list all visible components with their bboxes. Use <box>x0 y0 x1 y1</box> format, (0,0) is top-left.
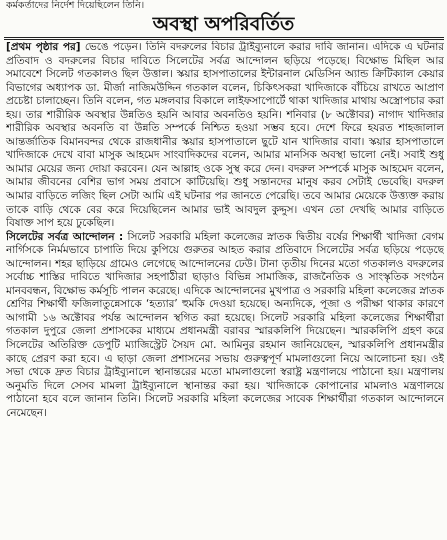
article-paragraph-1 <box>6 41 444 231</box>
article-body <box>6 41 444 538</box>
continued-from-label: [প্রথম পৃষ্ঠার পর] <box>6 41 81 53</box>
previous-column-fragment: কর্মকর্তাদের নির্দেশ দিয়েছিলেন তিনি। <box>6 0 145 11</box>
paragraph-1-text: ভেঙে পড়েন। তিনি বদরুলের বিচার ট্রাইব্যুনালে করার দাবি জানান। এদিকে এ ঘটনার প্রতিবাদ ও বদরুলের বিচার দাবিতে সিলেটের সর্বত্র আন্দোলন ছড়িয়ে পড়েছে। বিক্ষোভ মিছিল আর সমাবেশে সিলেট গতকালও ছিল উত্তাল। স্কয়ার হাসপাতালের ইন্টারনাল মেডিসিন অ্যান্ড ক্রিটিক্যাল কেয়ার বিভাগের অধ্যাপক ডা. মীর্জা নাজিমউদ্দিন গতকাল বলেন, চিকিৎসকরা খাদিজাকে বাঁচিয়ে রাখতে আপ্রাণ প্রচেষ্টা চালাচ্ছেন। তিনি বলেন, গত মঙ্গলবার বিকালে লাইফসাপোর্টে থাকা খাদিজার মাথায় অস্ত্রোপচার করা হয়। তার শারীরিক অবস্থার উন্নতিও হয়নি আবার অবনতিও হয়নি। শনিবার (৮ অক্টোবর) নাগাদ খাদিজার শারীরিক অবস্থার অবনতি বা উন্নতি সম্পর্কে নিশ্চিত হওয়া সম্ভব হবে। দেশে ফিরে হযরত শাহজালাল আন্তর্জাতিক বিমানবন্দর থেকে রাজধানীর স্কয়ার হাসপাতালে ছুটে যান খাদিজার বাবা। স্কয়ার হাসপাতালে খাদিজাকে দেখে বাবা মাসুক আহমেদ সাংবাদিকদের বলেন, আমার মানসিক অবস্থা ভালো নেই। সবাই শুধু আমার মেয়ের জন্য দোয়া করবেন। যেন আল্লাহ ওকে সুস্থ করে দেন। বদরুল সম্পর্কে মাসুক আহমেদ বলেন, আমার জীবনের বেশির ভাগ সময় প্রবাসে কাটিয়েছি। শুধু সন্তানদের মানুষ করব সেটাই ভেবেছি। বদরুল আমার বাড়িতে লজিং ছিল সেটা আমি এই ঘটনার পর জানতে পেরেছি। তবে আমার মেয়েকে উত্ত্যক্ত করায় তাকে বাড়ি থেকে বের করে দিয়েছিলেন আমার ভাই আবদুল কুদ্দুস। এখন তো দেখছি আমার বাড়িতে বিষাক্ত সাপ হয়ে ঢুকেছিল। <box>6 41 444 230</box>
article-paragraph-2 <box>6 231 444 421</box>
headline-rule-top <box>4 37 444 38</box>
paragraph-2-text: সিলেট সরকারি মহিলা কলেজের স্নাতক দ্বিতীয় বর্ষের শিক্ষার্থী খাদিজা বেগম নার্গিসকে নির্মমভাবে চাপাতি দিয়ে কুপিয়ে গুরুতর আহত করার প্রতিবাদে সিলেটের সর্বত্র ছড়িয়ে পড়েছে আন্দোলন। শহর ছাড়িয়ে গ্রামেও লেগেছে আন্দোলনের ঢেউ। টানা তৃতীয় দিনের মতো গতকালও বদরুলের সর্বোচ্চ শাস্তির দাবিতে খাদিজার সহপাঠীরা ছাড়াও বিভিন্ন সামাজিক, রাজনৈতিক ও সাংস্কৃতিক সংগঠন মানববন্ধন, বিক্ষোভ কর্মসূচি পালন করেছে। এদিকে আন্দোলনের মুখপাত্র ও সরকারি মহিলা কলেজের স্নাতক শ্রেণির শিক্ষার্থী ফজিলাতুন্নেসাকে ‘হত্যার’ হুমকি দেওয়া হয়েছে। অন্যদিকে, পূজা ও পরীক্ষা থাকার কারণে আগামী ১৬ অক্টোবর পর্যন্ত আন্দোলন স্থগিত করা হয়েছে। সিলেট সরকারি মহিলা কলেজের শিক্ষার্থীরা গতকাল দুপুরে জেলা প্রশাসকের মাধ্যমে প্রধানমন্ত্রী বরাবর স্মারকলিপি দিয়েছেন। স্মারকলিপি গ্রহণ করে সিলেটের অতিরিক্ত ডেপুটি ম্যাজিস্ট্রেট সৈয়দ মো. আমিনুর রহমান জানিয়েছেন, স্মারকলিপি প্রধানমন্ত্রীর কাছে প্রেরণ করা হবে। এ ছাড়া জেলা প্রশাসনের সভায় গুরুত্বপূর্ণ মামলাগুলো নিয়ে আলোচনা হয়। ওই সভা থেকে দ্রুত বিচার ট্রাইব্যুনালে স্থানান্তরের মতো মামলাগুলো স্বরাষ্ট্র মন্ত্রণালয়ে পাঠানো হয়। মন্ত্রণালয় অনুমতি দিলে সেসব মামলা ট্রাইব্যুনালে স্থানান্তর করা হয়। খাদিজাকে কোপানোর মামলাও মন্ত্রণালয়ে পাঠানো হবে বলে জানান তিনি। সিলেট সরকারি মহিলা কলেজের সাবেক শিক্ষার্থীরা গতকাল আন্দোলনে নেমেছেন। <box>6 230 444 419</box>
headline-rule-bottom <box>4 39 444 40</box>
subheading: সিলেটের সর্বত্র আন্দোলন : <box>6 230 124 243</box>
headline: অবস্থা অপরিবর্তিত <box>152 13 295 35</box>
